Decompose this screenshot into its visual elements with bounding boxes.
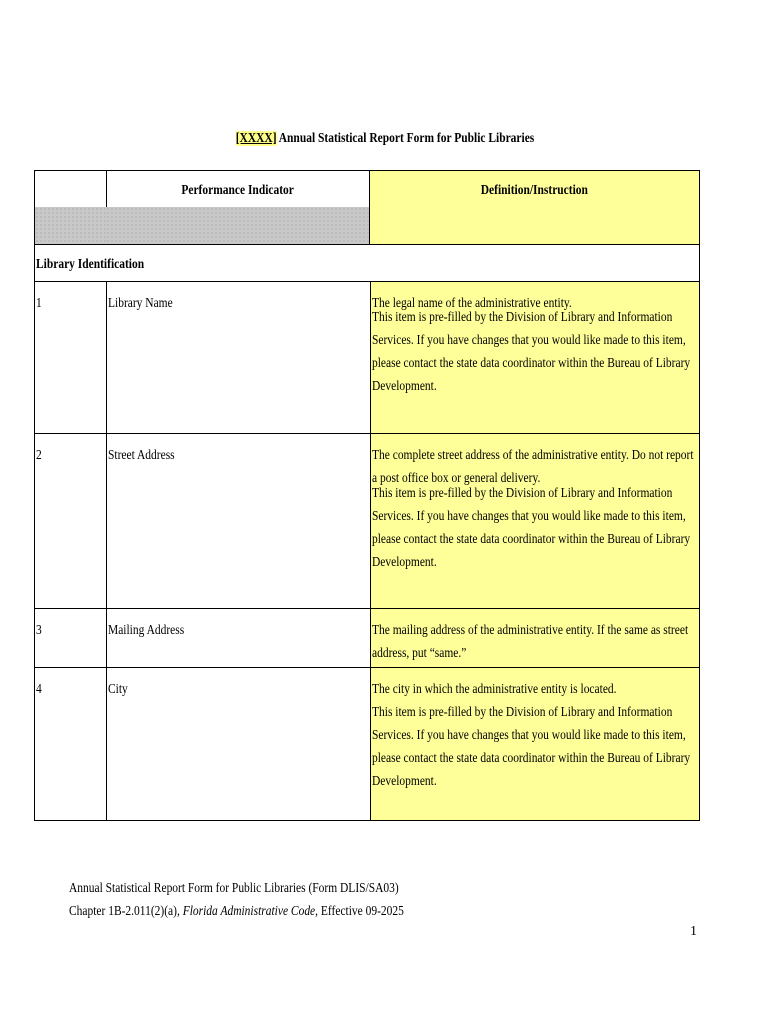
page-footer	[69, 877, 477, 923]
section-title: Library Identification	[36, 257, 145, 272]
shaded-cell-number	[34, 207, 107, 245]
row-indicator: Library Name	[108, 296, 173, 311]
footer-citation	[69, 900, 404, 923]
row-2-number-cell	[34, 434, 107, 609]
header-definition-cell	[370, 170, 700, 208]
row-definition-paragraph: The complete street address of the administrative entity. Do not report a post office box or general delivery.	[372, 448, 694, 486]
page-number: 1	[690, 924, 697, 939]
row-definition-paragraph: This item is pre-filled by the Division of Library and Information Services. If you have changes that you would like made to this item, please contact the state data coordinator within the Bureau of Library Development.	[372, 705, 691, 789]
row-2-definition-cell	[370, 434, 700, 609]
row-4-indicator-cell	[106, 668, 370, 821]
row-definition-paragraph: This item is pre-filled by the Division of Library and Information Services. If you have changes that you would like made to this item, please contact the state data coordinator within the Bureau of Library Development.	[372, 486, 691, 570]
shaded-cell-indicator	[106, 207, 370, 245]
header-number-cell	[34, 170, 107, 208]
row-number: 4	[36, 682, 42, 697]
row-1-number-cell	[34, 282, 107, 434]
row-definition-paragraph: The legal name of the administrative entity.	[372, 296, 572, 311]
row-indicator: Street Address	[108, 448, 175, 463]
form-code-placeholder: [XXXX]	[235, 131, 277, 146]
row-number: 2	[36, 448, 42, 463]
row-3-definition-cell	[370, 609, 700, 668]
footer-citation-effective: , Effective 09-2025	[315, 904, 404, 919]
row-4-definition-cell	[370, 668, 700, 821]
header-indicator-label: Performance Indicator	[181, 183, 294, 198]
header-definition-label: Definition/Instruction	[480, 183, 589, 198]
row-1-definition-cell	[370, 282, 700, 434]
row-3-number-cell	[34, 609, 107, 668]
row-number: 1	[36, 296, 42, 311]
row-2-indicator-cell	[106, 434, 370, 609]
form-title	[69, 131, 700, 147]
section-header	[34, 245, 700, 282]
row-4-number-cell	[34, 668, 107, 821]
footer-citation-code: Florida Administrative Code	[182, 904, 316, 919]
row-definition-paragraph: The mailing address of the administrative entity. If the same as street address, put “same.”	[372, 623, 689, 661]
header-indicator-cell	[106, 170, 370, 208]
row-number: 3	[36, 623, 42, 638]
form-title-text: Annual Statistical Report Form for Public Libraries	[276, 131, 535, 146]
row-indicator: Mailing Address	[108, 623, 185, 638]
row-definition-paragraph: The city in which the administrative entity is located.	[372, 682, 617, 697]
shaded-cell-definition	[370, 207, 700, 245]
row-1-indicator-cell	[106, 282, 370, 434]
footer-form-name: Annual Statistical Report Form for Public Libraries (Form DLIS/SA03)	[69, 881, 399, 896]
row-indicator: City	[108, 682, 128, 697]
footer-citation-prefix: Chapter 1B-2.011(2)(a),	[69, 904, 183, 919]
row-definition-paragraph: This item is pre-filled by the Division of Library and Information Services. If you have changes that you would like made to this item, please contact the state data coordinator within the Bureau of Library Development.	[372, 310, 691, 394]
row-3-indicator-cell	[106, 609, 370, 668]
